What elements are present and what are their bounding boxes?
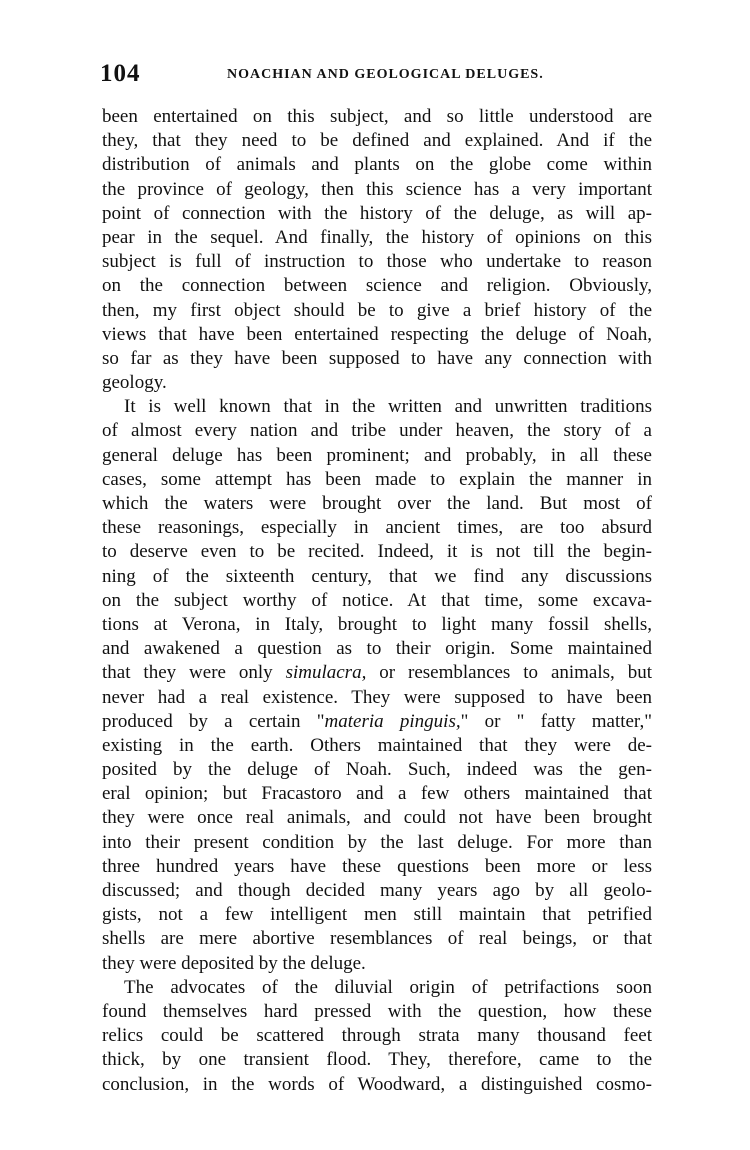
- text-line: views that have been entertained respecting the deluge of Noah,: [102, 323, 652, 345]
- text-line: they, that they need to be defined and explained. And if the: [102, 130, 652, 152]
- text-line: point of connection with the history of the deluge, as will ap-: [102, 202, 652, 224]
- text-segment: or resemblances to animals, but: [366, 662, 652, 684]
- text-line: of almost every nation and tribe under heaven, the story of a: [102, 420, 652, 442]
- text-line: distribution of animals and plants on the globe come within: [102, 154, 652, 176]
- running-head: NOACHIAN AND GEOLOGICAL DELUGES.: [227, 67, 544, 82]
- text-line: eral opinion; but Fracastoro and a few others maintained that: [102, 783, 652, 805]
- text-line: to deserve even to be recited. Indeed, it is not till the begin-: [102, 541, 652, 563]
- text-line: they were once real animals, and could not have been brought: [102, 807, 652, 829]
- text-line: and awakened a question as to their origin. Some maintained: [102, 638, 652, 660]
- text-line: shells are mere abortive resemblances of real beings, or that: [102, 928, 652, 950]
- italic-term: materia pinguis,: [324, 710, 461, 732]
- text-line: found themselves hard pressed with the question, how these: [102, 1000, 652, 1022]
- text-line: which the waters were brought over the land. But most of: [102, 493, 652, 514]
- text-line: subject is full of instruction to those who undertake to reason: [102, 251, 652, 273]
- text-line: they were deposited by the deluge.: [102, 952, 366, 974]
- text-line: been entertained on this subject, and so little understood are: [102, 106, 652, 127]
- text-line: on the subject worthy of notice. At that time, some excava-: [102, 589, 652, 611]
- text-line: on the connection between science and religion. Obviously,: [102, 275, 652, 297]
- text-line: thick, by one transient flood. They, therefore, came to the: [102, 1049, 652, 1071]
- text-line: so far as they have been supposed to have any connection with: [102, 347, 652, 369]
- text-line: existing in the earth. Others maintained that they were de-: [102, 734, 652, 756]
- text-line: never had a real existence. They were supposed to have been: [102, 686, 652, 708]
- text-line: [102, 710, 652, 734]
- page-number: 104: [100, 60, 141, 87]
- text-line: The advocates of the diluvial origin of petrifactions soon: [124, 976, 652, 998]
- text-line: It is well known that in the written and unwritten traditions: [124, 396, 652, 418]
- text-line: gists, not a few intelligent men still maintain that petrified: [102, 904, 652, 926]
- text-segment: " or " fatty matter,": [460, 710, 653, 732]
- text-line: pear in the sequel. And finally, the history of opinions on this: [102, 226, 652, 248]
- text-line: discussed; and though decided many years ago by all geolo-: [102, 880, 652, 901]
- page-header: [100, 60, 660, 90]
- text-line: [102, 661, 652, 685]
- text-line: geology.: [102, 372, 167, 394]
- text-line: conclusion, in the words of Woodward, a distinguished cosmo-: [102, 1073, 652, 1095]
- text-segment: that they were only: [102, 662, 286, 684]
- text-line: cases, some attempt has been made to explain the manner in: [102, 468, 652, 490]
- text-line: general deluge has been prominent; and probably, in all these: [102, 444, 652, 466]
- text-line: three hundred years have these questions been more or less: [102, 855, 652, 877]
- text-line: then, my first object should be to give a brief history of the: [102, 299, 652, 321]
- text-line: posited by the deluge of Noah. Such, indeed was the gen-: [102, 759, 652, 781]
- italic-term: simulacra,: [285, 662, 367, 684]
- text-line: these reasonings, especially in ancient times, are too absurd: [102, 517, 652, 539]
- body-text: [102, 105, 652, 1097]
- text-line: relics could be scattered through strata many thousand feet: [102, 1025, 652, 1047]
- text-line: ning of the sixteenth century, that we find any discussions: [102, 565, 652, 587]
- text-line: the province of geology, then this science has a very important: [102, 178, 652, 200]
- text-line: into their present condition by the last deluge. For more than: [102, 831, 652, 853]
- text-segment: produced by a certain ": [102, 710, 325, 732]
- text-line: tions at Verona, in Italy, brought to light many fossil shells,: [102, 613, 652, 635]
